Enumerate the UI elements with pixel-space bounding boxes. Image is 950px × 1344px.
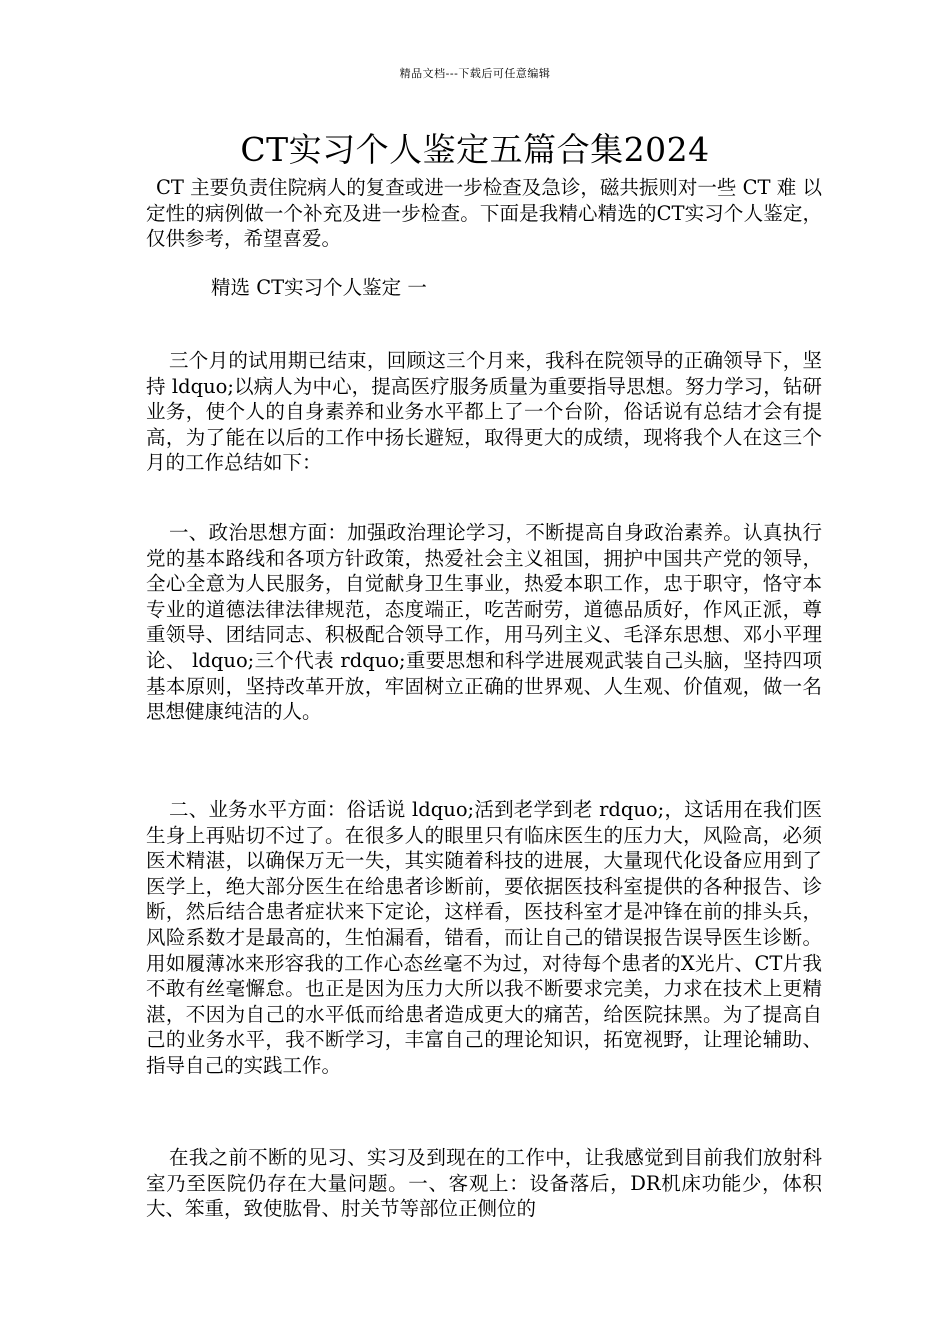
header-note: 精品文档---下载后可任意编辑	[399, 67, 551, 80]
body-paragraph: 三个月的试用期已结束，回顾这三个月来，我科在院领导的正确领导下，坚持 ldquo;以病人为中心，提高医疗服务质量为重要指导思想。努力学习，钻研业务，使个人的自身素养和业务水平都上了一个台阶，俗话说有总结才会有提高，为了能在以后的工作中扬长避短，取得更大的成绩，现将我个人在这三个月的工作总结如下：	[146, 349, 822, 475]
body-paragraph: 一、政治思想方面：加强政治理论学习，不断提高自身政治素养。认真执行党的基本路线和各项方针政策，热爱社会主义祖国，拥护中国共产党的领导，全心全意为人民服务，自觉献身卫生事业，热爱本职工作，忠于职守，恪守本专业的道德法律法律规范，态度端正，吃苦耐劳，道德品质好，作风正派，尊重领导、团结同志、积极配合领导工作，用马列主义、毛泽东思想、邓小平理论、 ldquo;三个代表 rdquo;重要思想和科学进展观武装自己头脑，坚持四项基本原则，坚持改革开放，牢固树立正确的世界观、人生观、价值观，做一名思想健康纯洁的人。	[146, 521, 822, 724]
intro-paragraph: CT 主要负责住院病人的复查或进一步检查及急诊，磁共振则对一些 CT 难 以定性的病例做一个补充及进一步检查。下面是我精心精选的CT实习个人鉴定，仅供参考，希望喜爱。	[146, 176, 822, 251]
section-heading: 精选 CT实习个人鉴定 一	[211, 276, 427, 299]
body-paragraph: 二、业务水平方面：俗话说 ldquo;活到老学到老 rdquo;，这话用在我们医生身上再贴切不过了。在很多人的眼里只有临床医生的压力大，风险高，必须医术精湛，以确保万无一失，其实随着科技的进展，大量现代化设备应用到了医学上，绝大部分医生在给患者诊断前，要依据医技科室提供的各种报告、诊断，然后结合患者症状来下定论，这样看，医技科室才是冲锋在前的排头兵，风险系数才是最高的，生怕漏看，错看，而让自己的错误报告误导医生诊断。用如履薄冰来形容我的工作心态丝毫不为过，对待每个患者的X光片、CT片我不敢有丝毫懈怠。也正是因为压力大所以我不断要求完美，力求在技术上更精湛，不因为自己的水平低而给患者造成更大的痛苦，给医院抹黑。为了提高自己的业务水平，我不断学习，丰富自己的理论知识，拓宽视野，让理论辅助、指导自己的实践工作。	[146, 798, 822, 1077]
body-paragraph: 在我之前不断的见习、实习及到现在的工作中，让我感觉到目前我们放射科室乃至医院仍存在大量问题。一、客观上：设备落后，DR机床功能少，体积大、笨重，致使肱骨、肘关节等部位正侧位的	[146, 1146, 822, 1221]
document-title: CT实习个人鉴定五篇合集2024	[240, 130, 710, 169]
